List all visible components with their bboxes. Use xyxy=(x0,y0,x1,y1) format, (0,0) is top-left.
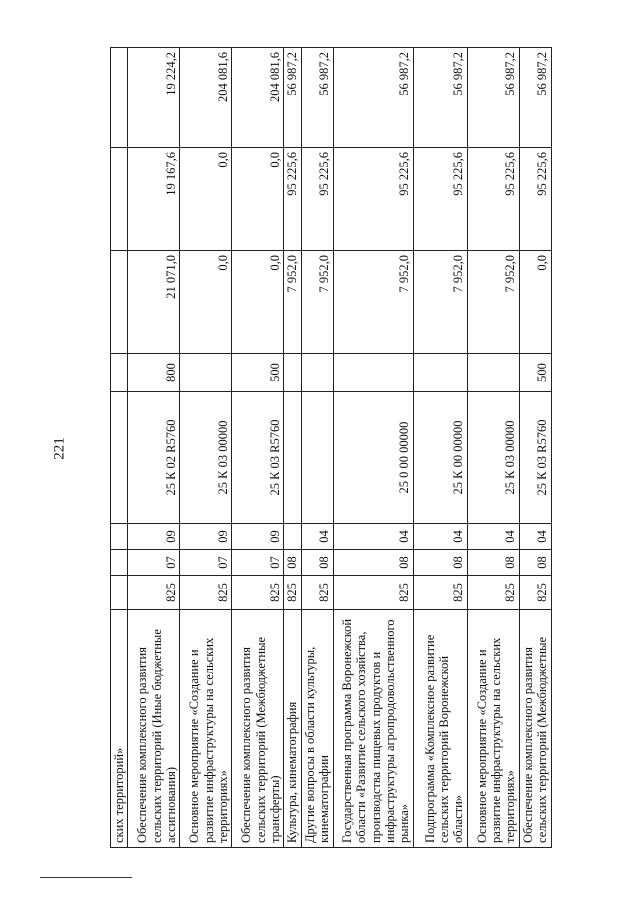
row-value-year-1: 7 952,0 xyxy=(333,251,413,354)
row-expense-type xyxy=(180,354,232,392)
row-value-year-1: 7 952,0 xyxy=(301,251,333,354)
row-expense-type xyxy=(284,354,301,392)
row-subsection-code: 09 xyxy=(232,524,284,550)
row-section-code: 08 xyxy=(413,550,467,576)
row-target-code: 25 К 02 R5760 xyxy=(128,392,180,524)
row-gr-code: 825 xyxy=(301,576,333,610)
table-row xyxy=(519,48,551,848)
row-target-code xyxy=(284,392,301,524)
table-row xyxy=(111,48,128,848)
row-gr-code: 825 xyxy=(284,576,301,610)
row-value-year-1: 0,0 xyxy=(232,251,284,354)
table-row xyxy=(180,48,232,848)
row-subsection-code: 04 xyxy=(333,524,413,550)
row-subsection-code: 04 xyxy=(467,524,519,550)
row-target-code: 25 К 03 R5760 xyxy=(519,392,551,524)
row-description: Обеспечение комплексного развития сельских территорий (Межбюджетные трансферты) xyxy=(232,610,284,848)
row-value-year-1: 7 952,0 xyxy=(467,251,519,354)
row-value-year-3: 56 987,2 xyxy=(333,48,413,148)
row-gr-code xyxy=(111,576,128,610)
table-row xyxy=(301,48,333,848)
row-expense-type xyxy=(111,354,128,392)
row-value-year-2: 95 225,6 xyxy=(519,148,551,251)
row-section-code xyxy=(111,550,128,576)
row-section-code: 08 xyxy=(519,550,551,576)
row-value-year-1: 7 952,0 xyxy=(284,251,301,354)
row-description: Подпрограмма «Комплексное развитие сельских территорий Воронежской области» xyxy=(413,610,467,848)
row-description: Обеспечение комплексного развития сельских территорий (Иные бюджетные ассигнования) xyxy=(128,610,180,848)
row-expense-type xyxy=(467,354,519,392)
row-value-year-3: 56 987,2 xyxy=(284,48,301,148)
row-target-code: 25 К 03 00000 xyxy=(467,392,519,524)
row-subsection-code: 04 xyxy=(301,524,333,550)
row-expense-type xyxy=(333,354,413,392)
row-target-code xyxy=(111,392,128,524)
row-value-year-3: 204 081,6 xyxy=(180,48,232,148)
row-subsection-code xyxy=(111,524,128,550)
row-expense-type xyxy=(413,354,467,392)
row-value-year-3: 56 987,2 xyxy=(467,48,519,148)
table-row xyxy=(467,48,519,848)
row-subsection-code: 09 xyxy=(180,524,232,550)
row-subsection-code: 04 xyxy=(519,524,551,550)
row-expense-type: 500 xyxy=(232,354,284,392)
row-value-year-1: 0,0 xyxy=(180,251,232,354)
row-section-code: 08 xyxy=(301,550,333,576)
row-description: Основное мероприятие «Создание и развитие инфраструктуры на сельских территориях» xyxy=(467,610,519,848)
row-gr-code: 825 xyxy=(413,576,467,610)
table-row xyxy=(413,48,467,848)
row-expense-type: 800 xyxy=(128,354,180,392)
row-description: ских территорий» xyxy=(111,610,128,848)
row-value-year-1: 0,0 xyxy=(519,251,551,354)
table-row xyxy=(128,48,180,848)
row-section-code: 07 xyxy=(180,550,232,576)
row-target-code: 25 К 00 00000 xyxy=(413,392,467,524)
row-expense-type: 500 xyxy=(519,354,551,392)
row-description: Обеспечение комплексного развития сельских территорий (Межбюджетные xyxy=(519,610,551,848)
row-section-code: 08 xyxy=(333,550,413,576)
row-gr-code: 825 xyxy=(467,576,519,610)
row-value-year-3: 56 987,2 xyxy=(519,48,551,148)
row-value-year-1: 7 952,0 xyxy=(413,251,467,354)
budget-table-container xyxy=(110,48,600,848)
row-section-code: 08 xyxy=(467,550,519,576)
row-value-year-1 xyxy=(111,251,128,354)
row-section-code: 07 xyxy=(232,550,284,576)
row-value-year-2 xyxy=(111,148,128,251)
row-value-year-2: 95 225,6 xyxy=(333,148,413,251)
row-value-year-2: 0,0 xyxy=(180,148,232,251)
row-description: Основное мероприятие «Создание и развитие инфраструктуры на сельских территориях» xyxy=(180,610,232,848)
table-row xyxy=(232,48,284,848)
row-value-year-1: 21 071,0 xyxy=(128,251,180,354)
row-gr-code: 825 xyxy=(180,576,232,610)
row-value-year-3: 19 224,2 xyxy=(128,48,180,148)
table-body xyxy=(111,48,552,848)
table-row xyxy=(284,48,301,848)
row-section-code: 07 xyxy=(128,550,180,576)
row-value-year-2: 95 225,6 xyxy=(413,148,467,251)
row-section-code: 08 xyxy=(284,550,301,576)
row-gr-code: 825 xyxy=(128,576,180,610)
row-value-year-3: 56 987,2 xyxy=(301,48,333,148)
row-value-year-2: 0,0 xyxy=(232,148,284,251)
row-subsection-code: 04 xyxy=(413,524,467,550)
row-description: Другие вопросы в области культуры, кинематографии xyxy=(301,610,333,848)
row-value-year-2: 95 225,6 xyxy=(301,148,333,251)
row-subsection-code: 09 xyxy=(128,524,180,550)
rotated-table-frame xyxy=(110,48,600,848)
row-value-year-2: 19 167,6 xyxy=(128,148,180,251)
row-target-code xyxy=(301,392,333,524)
table-row xyxy=(333,48,413,848)
budget-table xyxy=(110,47,552,848)
row-gr-code: 825 xyxy=(519,576,551,610)
footnote-divider xyxy=(40,877,132,878)
row-target-code: 25 0 00 00000 xyxy=(333,392,413,524)
row-value-year-2: 95 225,6 xyxy=(467,148,519,251)
row-subsection-code xyxy=(284,524,301,550)
row-description: Государственная программа Воронежской области «Развитие сельского хозяйства, производства пищевых продуктов и инфраструктуры агропродовольственного рынка» xyxy=(333,610,413,848)
row-expense-type xyxy=(301,354,333,392)
row-value-year-3 xyxy=(111,48,128,148)
row-target-code: 25 К 03 00000 xyxy=(180,392,232,524)
row-description: Культура, кинематография xyxy=(284,610,301,848)
row-value-year-2: 95 225,6 xyxy=(284,148,301,251)
page-number: 221 xyxy=(51,437,68,460)
row-value-year-3: 204 081,6 xyxy=(232,48,284,148)
row-value-year-3: 56 987,2 xyxy=(413,48,467,148)
row-target-code: 25 К 03 R5760 xyxy=(232,392,284,524)
row-gr-code: 825 xyxy=(232,576,284,610)
row-gr-code: 825 xyxy=(333,576,413,610)
